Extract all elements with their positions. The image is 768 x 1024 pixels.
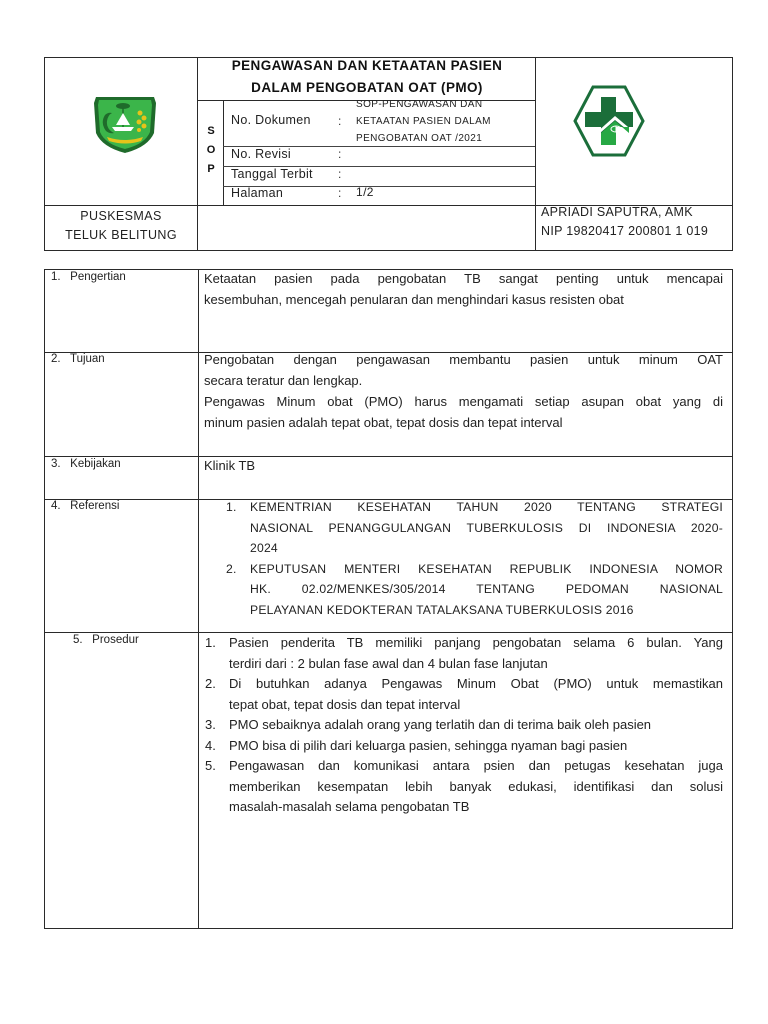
section-label-pengertian: 1. Pengertian (51, 271, 126, 283)
procedure-item-2 (205, 674, 723, 715)
signer-name: APRIADI SAPUTRA, AMK (541, 205, 693, 219)
meta-value-halaman: 1/2 (356, 185, 374, 199)
unit-name (44, 207, 198, 245)
procedure-item-5 (205, 756, 723, 818)
section-text-pengertian (204, 268, 723, 310)
unit-line2: TELUK BELITUNG (65, 228, 177, 242)
section-text-tujuan (204, 349, 723, 433)
table-border-left (44, 269, 45, 928)
table-border-right (732, 269, 733, 928)
text-line: Di butuhkan adanya Pengawas Minum Obat (PMO) untuk memastikan (229, 676, 723, 691)
text-line: PELAYANAN KEDOKTERAN TATALAKSANA TUBERKULOSIS 2016 (250, 602, 634, 617)
reference-item-1 (226, 497, 723, 559)
section-label-kebijakan: 3. Kebijakan (51, 458, 121, 470)
text-line: Pengawas Minum obat (PMO) harus mengamati setiap asupan obat yang di (204, 394, 723, 409)
document-title-line2: DALAM PENGOBATAN OAT (PMO) (251, 80, 483, 95)
text-line: Pengobatan dengan pengawasan membantu pasien untuk minum OAT (204, 352, 723, 367)
table-divider-col (198, 269, 199, 928)
meta-label-halaman: Halaman (231, 186, 284, 200)
reference-item-2 (226, 559, 723, 621)
sop-column-line (223, 100, 224, 205)
signer-nip: NIP 19820417 200801 1 019 (541, 224, 709, 238)
section-label-prosedur: 5. Prosedur (73, 634, 139, 646)
procedure-item-4 (205, 736, 723, 757)
text-line: memberikan kesempatan lebih banyak edukasi, identifikasi dan solusi (229, 778, 723, 794)
doc-number-line1: SOP-PENGAWASAN DAN (356, 99, 483, 110)
meta-label-tanggal-terbit: Tanggal Terbit (231, 167, 313, 181)
section-label-referensi: 4. Referensi (51, 500, 120, 512)
list-number: 1. (205, 635, 216, 650)
reference-list (226, 497, 723, 620)
doc-number-line3: PENGOBATAN OAT /2021 (356, 133, 483, 144)
text-line: minum pasien adalah tepat obat, tepat dosis dan tepat interval (204, 415, 563, 430)
text-line: kesembuhan, mencegah penularan dan menghindari kasus resisten obat (204, 292, 624, 307)
text-line: PMO sebaiknya adalah orang yang terlatih dan di terima baik oleh pasien (229, 717, 652, 732)
text-line: 2024 (250, 541, 278, 555)
procedure-item-1 (205, 633, 723, 674)
sop-letter-o: O (206, 144, 216, 156)
meta-colon: : (338, 147, 342, 161)
text-line: masalah-masalah selama pengobatan TB (229, 799, 470, 814)
regional-emblem-icon (90, 93, 160, 155)
text-line: KEMENTRIAN KESEHATAN TAHUN 2020 TENTANG STRATEGI (250, 500, 723, 514)
puskesmas-cross-icon (573, 85, 645, 157)
sop-letter-p: P (207, 163, 215, 175)
list-number: 2. (205, 676, 216, 691)
list-number: 3. (205, 717, 216, 732)
header-border-bottom (44, 250, 733, 251)
text-line: Ketaatan pasien pada pengobatan TB sangat penting untuk mencapai (204, 271, 723, 286)
text-line: PMO bisa di pilih dari keluarga pasien, sehingga nyaman bagi pasien (229, 737, 628, 753)
text-line: KEPUTUSAN MENTERI KESEHATAN REPUBLIK INDONESIA NOMOR (250, 561, 723, 576)
text-line: Klinik TB (204, 458, 256, 473)
meta-label-no-dokumen: No. Dokumen (231, 113, 311, 127)
meta-value-no-dokumen (356, 96, 491, 147)
list-number: 4. (205, 737, 216, 753)
text-line: tepat obat, tepat dosis dan tepat interval (229, 696, 461, 712)
meta-colon: : (338, 114, 342, 128)
section-label-tujuan: 2. Tujuan (51, 353, 105, 365)
table-border-bottom (44, 928, 733, 929)
text-line: Pasien penderita TB memiliki panjang pengobatan selama 6 bulan. Yang (229, 635, 723, 650)
document-title-line1: PENGAWASAN DAN KETAATAN PASIEN (231, 58, 503, 73)
list-number: 1. (226, 500, 237, 514)
doc-number-line2: KETAATAN PASIEN DALAM (356, 116, 491, 127)
list-number: 2. (226, 561, 237, 576)
sop-letter-s: S (207, 125, 215, 137)
meta-label-no-revisi: No. Revisi (231, 147, 291, 161)
header-border-right (732, 57, 733, 250)
procedure-list (205, 633, 723, 818)
meta-colon: : (338, 167, 342, 181)
procedure-item-3 (205, 715, 723, 736)
text-line: Pengawasan dan komunikasi antara psien dan petugas kesehatan juga (229, 758, 723, 773)
list-number: 5. (205, 758, 216, 773)
meta-colon: : (338, 186, 342, 200)
unit-line1: PUSKESMAS (80, 209, 162, 223)
section-text-kebijakan (204, 455, 723, 476)
signer-block (541, 203, 708, 241)
text-line: NASIONAL PENANGGULANGAN TUBERKULOSIS DI INDONESIA 2020- (250, 520, 723, 535)
text-line: secara teratur dan lengkap. (204, 373, 363, 388)
text-line: HK. 02.02/MENKES/305/2014 TENTANG PEDOMAN NASIONAL (250, 582, 723, 596)
text-line: terdiri dari : 2 bulan fase awal dan 4 bulan fase lanjutan (229, 655, 548, 671)
